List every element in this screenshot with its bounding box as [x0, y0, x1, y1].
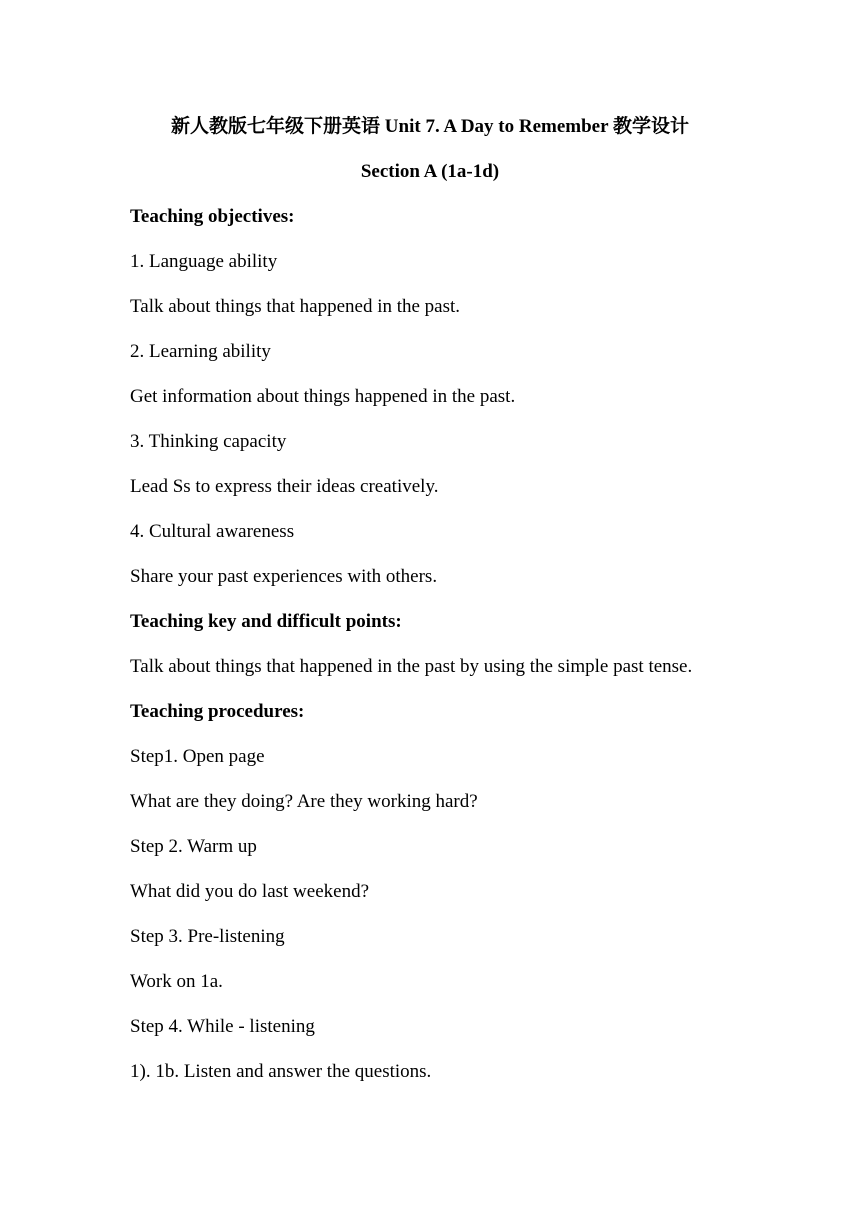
step-text: Work on 1a. — [130, 971, 223, 992]
objective-label: 2. Learning ability — [130, 341, 271, 362]
step-text: 1). 1b. Listen and answer the questions. — [130, 1061, 432, 1082]
step-label: Step 4. While - listening — [130, 1016, 315, 1037]
step-label: Step 3. Pre-listening — [130, 926, 285, 947]
step-label: Step1. Open page — [130, 746, 265, 767]
step-label: Step 2. Warm up — [130, 836, 257, 857]
procedures-heading: Teaching procedures: — [130, 701, 305, 722]
objective-text: Get information about things happened in the past. — [130, 386, 516, 407]
step-text: What did you do last weekend? — [130, 881, 370, 902]
objective-label: 3. Thinking capacity — [130, 431, 287, 452]
objectives-heading: Teaching objectives: — [130, 206, 295, 227]
key-points-heading: Teaching key and difficult points: — [130, 611, 402, 632]
document-title: 新人教版七年级下册英语 Unit 7. A Day to Remember 教学设计 — [171, 116, 689, 137]
objective-text: Lead Ss to express their ideas creatively. — [130, 476, 439, 497]
objective-label: 1. Language ability — [130, 251, 278, 272]
key-points-text: Talk about things that happened in the past by using the simple past tense. — [130, 656, 693, 677]
objective-text: Talk about things that happened in the past. — [130, 296, 461, 317]
objective-text: Share your past experiences with others. — [130, 566, 438, 587]
step-text: What are they doing? Are they working hard? — [130, 791, 478, 812]
objective-label: 4. Cultural awareness — [130, 521, 295, 542]
document-subtitle: Section A (1a-1d) — [360, 161, 500, 182]
